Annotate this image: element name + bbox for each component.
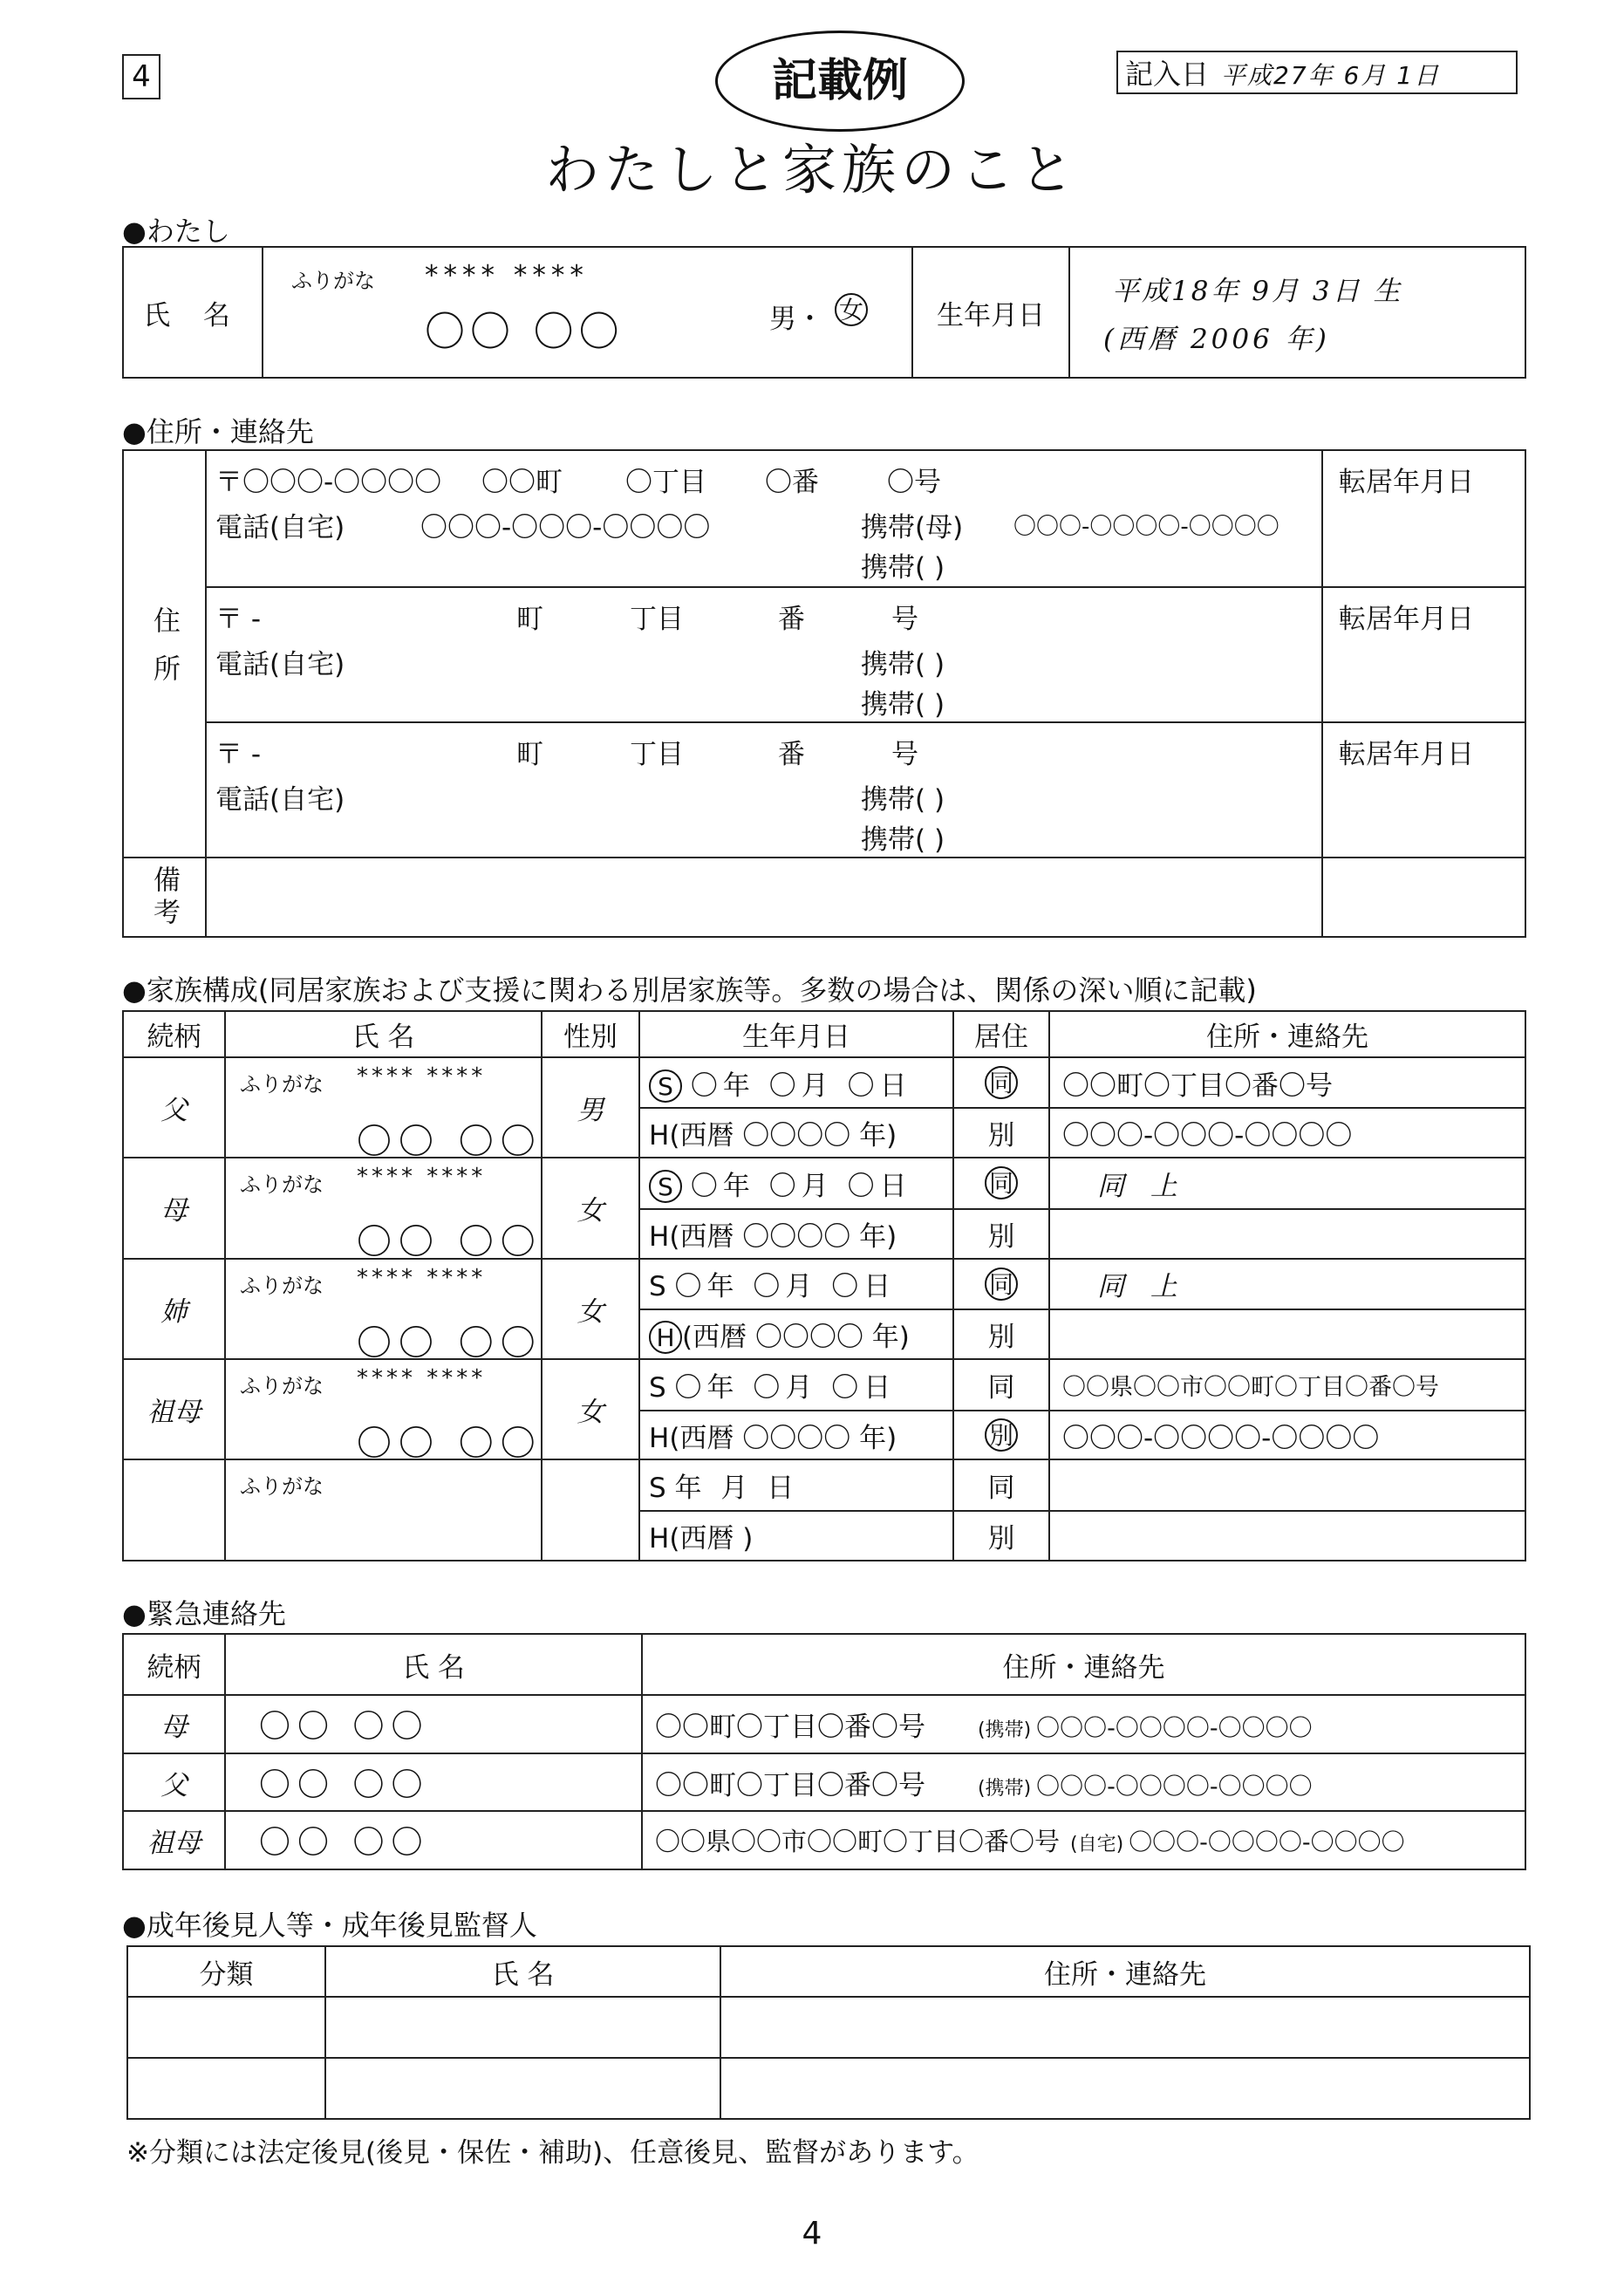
furigana-label: ふりがな (240, 1172, 324, 1198)
address-table (122, 449, 1526, 938)
live-together-mark: 同 (985, 1268, 1018, 1301)
family-name-cell (225, 1057, 542, 1162)
mobile2-label: 携帯( ) (861, 689, 945, 721)
live-separate-mark: 別 (987, 1220, 1015, 1253)
phone-label: 電話(自宅) (215, 649, 345, 680)
birth-western-line (639, 1411, 953, 1460)
address-row-1 (206, 450, 1322, 587)
family-addr2 (1049, 1511, 1525, 1561)
relation: 姉 (123, 1259, 225, 1359)
family-addr1-text: 〇〇県〇〇市〇〇町〇丁目〇番〇号 (1062, 1373, 1439, 1401)
address-side-label: 住所 (123, 450, 206, 858)
moved-date-1: 転居年月日 (1322, 450, 1525, 587)
emergency-section-heading: ●緊急連絡先 (122, 1597, 286, 1630)
western-year: (西暦 ) (669, 1523, 754, 1555)
col-header: 分類 (127, 1946, 325, 1997)
era-heisei: H (649, 1220, 670, 1253)
era-showa: S (649, 1473, 666, 1505)
birth-western-line (639, 1108, 953, 1158)
furigana-label: ふりがな (240, 1273, 324, 1298)
col-header: 氏 名 (225, 1634, 642, 1695)
family-addr1-text: 同 上 (1097, 1271, 1186, 1303)
phone-label: 電話(自宅) (215, 784, 345, 816)
town: 〇〇町 (481, 467, 563, 498)
family-addr1 (1049, 1259, 1525, 1310)
col-header: 続柄 (123, 1634, 225, 1695)
guardian-cell (720, 1997, 1530, 2058)
family-addr2-text: 〇〇〇-〇〇〇〇-〇〇〇〇 (1062, 1422, 1380, 1454)
era-showa: S (649, 1371, 666, 1404)
era-showa: S (649, 1170, 682, 1203)
phone-label: 電話(自宅) (215, 512, 345, 543)
family-addr2 (1049, 1309, 1525, 1359)
chome: 丁目 (630, 739, 684, 770)
family-addr2-text: 〇〇〇-〇〇〇-〇〇〇〇 (1062, 1120, 1353, 1152)
page-title: わたしと家族のこと (544, 138, 1079, 202)
era-heisei: H (649, 1321, 682, 1354)
emergency-tel-label: (自宅) (1070, 1834, 1124, 1856)
live-separate (953, 1411, 1049, 1460)
name-label: 氏 名 (123, 247, 263, 378)
birth-line2: (西暦 2006 年) (1103, 324, 1330, 355)
guardian-note: ※分類には法定後見(後見・保佐・補助)、任意後見、監督があります。 (126, 2137, 979, 2169)
gender-male: 男・ (769, 304, 823, 335)
go: 号 (891, 739, 918, 770)
col-header: 住所・連絡先 (720, 1946, 1530, 1997)
emergency-tel-label: (携帯) (978, 1719, 1032, 1742)
emergency-address (642, 1753, 1525, 1812)
guardian-cell (127, 2058, 325, 2119)
emergency-relation: 父 (123, 1753, 225, 1812)
relation: 父 (123, 1057, 225, 1158)
moved-date-2: 転居年月日 (1322, 587, 1525, 722)
family-name-cell (225, 1459, 542, 1561)
emergency-tel: 〇〇〇-〇〇〇〇-〇〇〇〇 (1129, 1829, 1405, 1857)
address-section-heading: ●住所・連絡先 (122, 415, 314, 448)
mobile1-value: 〇〇〇-〇〇〇〇-〇〇〇〇 (1013, 514, 1279, 540)
emergency-addr-text: 〇〇町〇丁目〇番〇号 (655, 1712, 925, 1744)
mobile2-label: 携帯( ) (861, 824, 945, 856)
col-header: 住所・連絡先 (1049, 1011, 1525, 1057)
birth-line1: 平成18年 9月 3日 生 (1112, 276, 1403, 307)
live-together-mark: 同 (985, 1166, 1018, 1199)
birth-date: 〇年 〇月 〇日 (690, 1069, 912, 1102)
guardian-table (126, 1945, 1531, 2120)
era-heisei: H (649, 1523, 670, 1555)
gender: 女 (542, 1259, 639, 1359)
mobile1-label: 携帯( ) (861, 784, 945, 816)
ban: 番 (778, 739, 805, 770)
birth-date: 〇年 〇月 〇日 (690, 1170, 912, 1202)
emergency-relation: 母 (123, 1695, 225, 1753)
family-addr1-text: 同 上 (1097, 1170, 1186, 1202)
birth-date-line (639, 1259, 953, 1310)
live-together (953, 1459, 1049, 1511)
live-together (953, 1359, 1049, 1411)
emergency-addr-text: 〇〇町〇丁目〇番〇号 (655, 1769, 925, 1801)
live-separate (953, 1209, 1049, 1259)
emergency-name: 〇〇 〇〇 (225, 1811, 642, 1869)
mobile2-label: 携帯( ) (861, 552, 945, 584)
live-separate-mark: 別 (987, 1322, 1015, 1354)
furigana-label: ふりがな (240, 1071, 324, 1097)
col-header: 居住 (953, 1011, 1049, 1057)
relation: 祖母 (123, 1359, 225, 1459)
birth-label: 生年月日 (912, 247, 1069, 378)
guardian-cell (325, 2058, 720, 2119)
chome: 丁目 (630, 604, 684, 635)
birth-date: 〇年 〇月 〇日 (674, 1271, 897, 1303)
furigana-label: ふりがな (240, 1374, 324, 1399)
live-together-mark: 同 (987, 1371, 1015, 1404)
col-header: 性別 (542, 1011, 639, 1057)
postal: 〒〇〇〇-〇〇〇〇 (215, 467, 442, 498)
guardian-cell (720, 2058, 1530, 2119)
col-header: 氏 名 (325, 1946, 720, 1997)
phone-value: 〇〇〇-〇〇〇-〇〇〇〇 (420, 512, 711, 543)
address-row-3 (206, 722, 1322, 858)
family-row (123, 1459, 1525, 1511)
emergency-addr-text: 〇〇県〇〇市〇〇町〇丁目〇番〇号 (655, 1827, 1061, 1857)
furigana-value: **** **** (357, 1164, 487, 1191)
birth-western-line (639, 1511, 953, 1561)
live-together-mark: 同 (985, 1066, 1018, 1099)
family-addr2 (1049, 1209, 1525, 1259)
chome: 〇丁目 (625, 467, 706, 498)
emergency-name: 〇〇 〇〇 (225, 1695, 642, 1753)
gender-female-circled: 女 (835, 293, 868, 326)
notes-side-cell (1322, 858, 1525, 937)
family-addr2 (1049, 1108, 1525, 1158)
family-row (123, 1158, 1525, 1209)
postal: 〒 - (215, 739, 262, 770)
gender: 女 (542, 1158, 639, 1258)
guardian-cell (127, 1997, 325, 2058)
furigana-value: **** **** (425, 260, 589, 291)
ban: 〇番 (765, 467, 819, 498)
family-name-cell (225, 1158, 542, 1263)
family-row (123, 1057, 1525, 1109)
family-name-value: 〇〇 〇〇 (357, 1322, 542, 1363)
emergency-tel-label: (携帯) (978, 1777, 1032, 1800)
birth-western-line (639, 1309, 953, 1359)
western-year: (西暦 〇〇〇〇 年) (669, 1120, 897, 1152)
name-cell (263, 247, 912, 378)
birth-cell (1069, 247, 1525, 378)
live-separate-mark: 別 (987, 1120, 1015, 1152)
entry-date-value: 平成27年 6月 1日 (1221, 61, 1441, 90)
western-year: (西暦 〇〇〇〇 年) (669, 1220, 897, 1253)
live-separate-mark: 別 (987, 1523, 1015, 1555)
notes-label: 備考 (123, 858, 206, 937)
live-separate (953, 1511, 1049, 1561)
emergency-name: 〇〇 〇〇 (225, 1753, 642, 1812)
birth-date: 年 月 日 (674, 1473, 800, 1505)
family-name-cell (225, 1359, 542, 1465)
name-value: 〇〇 〇〇 (425, 308, 624, 355)
family-row (123, 1259, 1525, 1310)
col-header: 続柄 (123, 1011, 225, 1057)
col-header: 生年月日 (639, 1011, 953, 1057)
family-addr1 (1049, 1359, 1525, 1411)
go: 〇号 (887, 467, 941, 498)
col-header: 氏 名 (225, 1011, 542, 1057)
guardian-section-heading: ●成年後見人等・成年後見監督人 (122, 1909, 537, 1942)
birth-date-line (639, 1359, 953, 1411)
gender (542, 1459, 639, 1561)
family-section-heading: ●家族構成(同居家族および支援に関わる別居家族等。多数の場合は、関係の深い順に記載) (122, 974, 1257, 1007)
live-separate-mark: 別 (985, 1418, 1018, 1452)
birth-date-line (639, 1158, 953, 1209)
relation (123, 1459, 225, 1561)
emergency-address (642, 1695, 1525, 1753)
moved-date-3: 転居年月日 (1322, 722, 1525, 858)
live-separate (953, 1108, 1049, 1158)
furigana-value: **** **** (357, 1365, 487, 1392)
family-addr1 (1049, 1459, 1525, 1511)
emergency-tel: 〇〇〇-〇〇〇〇-〇〇〇〇 (1036, 1773, 1313, 1801)
family-name-value: 〇〇 〇〇 (357, 1121, 542, 1162)
address-row-2 (206, 587, 1322, 722)
ban: 番 (778, 604, 805, 635)
page-number-box: 4 (122, 54, 160, 99)
mobile1-label: 携帯( ) (861, 649, 945, 680)
go: 号 (891, 604, 918, 635)
mobile1-label: 携帯(母) (861, 512, 964, 543)
sample-stamp: 記載例 (715, 31, 965, 132)
era-heisei: H (649, 1422, 670, 1454)
live-separate (953, 1309, 1049, 1359)
family-name-cell (225, 1259, 542, 1363)
family-addr1 (1049, 1057, 1525, 1109)
emergency-relation: 祖母 (123, 1811, 225, 1869)
family-addr1 (1049, 1158, 1525, 1209)
furigana-label: ふりがな (291, 269, 375, 293)
page-number: 4 (802, 2216, 822, 2252)
emergency-row (123, 1811, 1525, 1869)
emergency-tel: 〇〇〇-〇〇〇〇-〇〇〇〇 (1036, 1715, 1313, 1743)
western-year: (西暦 〇〇〇〇 年) (682, 1322, 910, 1354)
postal: 〒 - (215, 604, 262, 635)
birth-date-line (639, 1057, 953, 1109)
era-showa: S (649, 1069, 682, 1103)
live-together (953, 1057, 1049, 1109)
gender: 女 (542, 1359, 639, 1459)
era-showa: S (649, 1271, 666, 1303)
furigana-value: **** **** (357, 1063, 487, 1090)
live-together-mark: 同 (987, 1473, 1015, 1505)
me-table (122, 246, 1526, 379)
notes-cell (206, 858, 1322, 937)
family-name-value: 〇〇 〇〇 (357, 1424, 542, 1465)
town: 町 (516, 739, 543, 770)
birth-western-line (639, 1209, 953, 1259)
family-row (123, 1359, 1525, 1411)
emergency-address (642, 1811, 1525, 1869)
family-addr2 (1049, 1411, 1525, 1460)
live-together (953, 1158, 1049, 1209)
gender: 男 (542, 1057, 639, 1158)
entry-date-label: 記入日 (1125, 58, 1210, 91)
family-name-value: 〇〇 〇〇 (357, 1222, 542, 1263)
birth-date: 〇年 〇月 〇日 (674, 1371, 897, 1404)
furigana-value: **** **** (357, 1264, 487, 1291)
entry-date (1116, 51, 1518, 94)
emergency-row (123, 1753, 1525, 1812)
era-heisei: H (649, 1120, 670, 1152)
me-section-heading: ●わたし (122, 215, 230, 248)
live-together (953, 1259, 1049, 1310)
birth-date-line (639, 1459, 953, 1511)
western-year: (西暦 〇〇〇〇 年) (669, 1422, 897, 1454)
relation: 母 (123, 1158, 225, 1258)
town: 町 (516, 604, 543, 635)
family-table (122, 1010, 1526, 1561)
emergency-row (123, 1695, 1525, 1753)
emergency-table (122, 1633, 1526, 1870)
family-addr1-text: 〇〇町〇丁目〇番〇号 (1062, 1069, 1333, 1102)
guardian-cell (325, 1997, 720, 2058)
col-header: 住所・連絡先 (642, 1634, 1525, 1695)
furigana-label: ふりがな (240, 1474, 324, 1500)
